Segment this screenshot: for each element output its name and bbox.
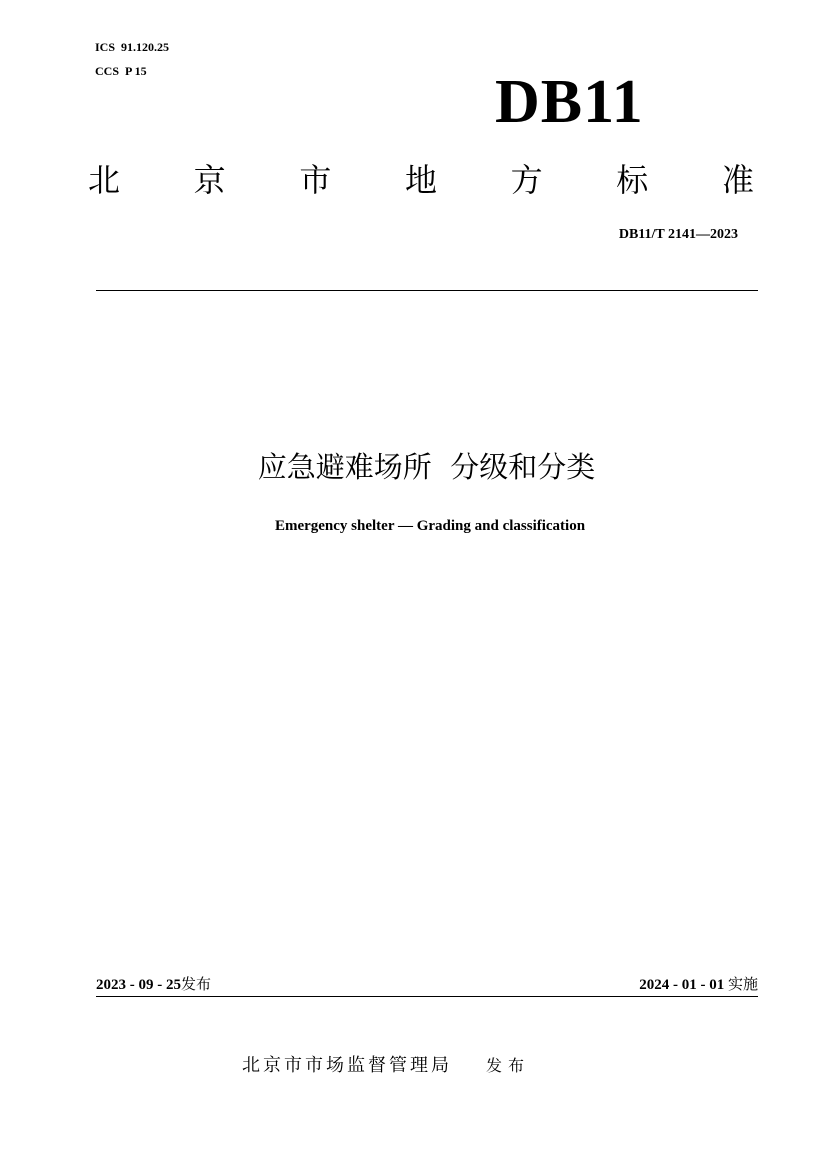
implementation-date-line bbox=[639, 974, 758, 995]
issuer-action: 发布 bbox=[486, 1056, 531, 1075]
implementation-date: 2024 - 01 - 01 bbox=[639, 977, 725, 993]
db-logo: DB11 bbox=[495, 68, 644, 136]
issue-date: 2023 - 09 - 25 bbox=[96, 977, 181, 993]
issuer-line bbox=[242, 1054, 530, 1078]
standard-type-char: 标 bbox=[616, 161, 649, 199]
issuer-name: 北京市市场监督管理局 bbox=[242, 1055, 452, 1076]
standard-type-char: 北 bbox=[88, 161, 121, 199]
ccs-label: CCS bbox=[95, 64, 120, 78]
ics-code: 91.120.25 bbox=[121, 40, 170, 54]
ccs-classification bbox=[95, 64, 147, 78]
ccs-code: P 15 bbox=[125, 64, 147, 78]
title-english: Emergency shelter — Grading and classification bbox=[274, 518, 586, 534]
standard-type-char: 准 bbox=[721, 161, 754, 199]
standard-number: DB11/T 2141—2023 bbox=[618, 227, 738, 242]
issue-label: 发布 bbox=[181, 975, 212, 993]
standard-type-char: 地 bbox=[404, 161, 437, 199]
implementation-label: 实施 bbox=[727, 975, 758, 993]
ics-label: ICS bbox=[95, 40, 116, 54]
ics-classification bbox=[95, 40, 169, 54]
standard-type-heading bbox=[88, 160, 754, 200]
title-chinese: 应急避难场所 分级和分类 bbox=[257, 450, 596, 484]
top-divider bbox=[96, 290, 758, 291]
standard-type-char: 方 bbox=[510, 161, 543, 199]
issue-date-line bbox=[96, 974, 211, 995]
bottom-divider bbox=[96, 996, 758, 997]
standard-type-char: 市 bbox=[299, 161, 332, 199]
standard-type-char: 京 bbox=[193, 161, 226, 199]
